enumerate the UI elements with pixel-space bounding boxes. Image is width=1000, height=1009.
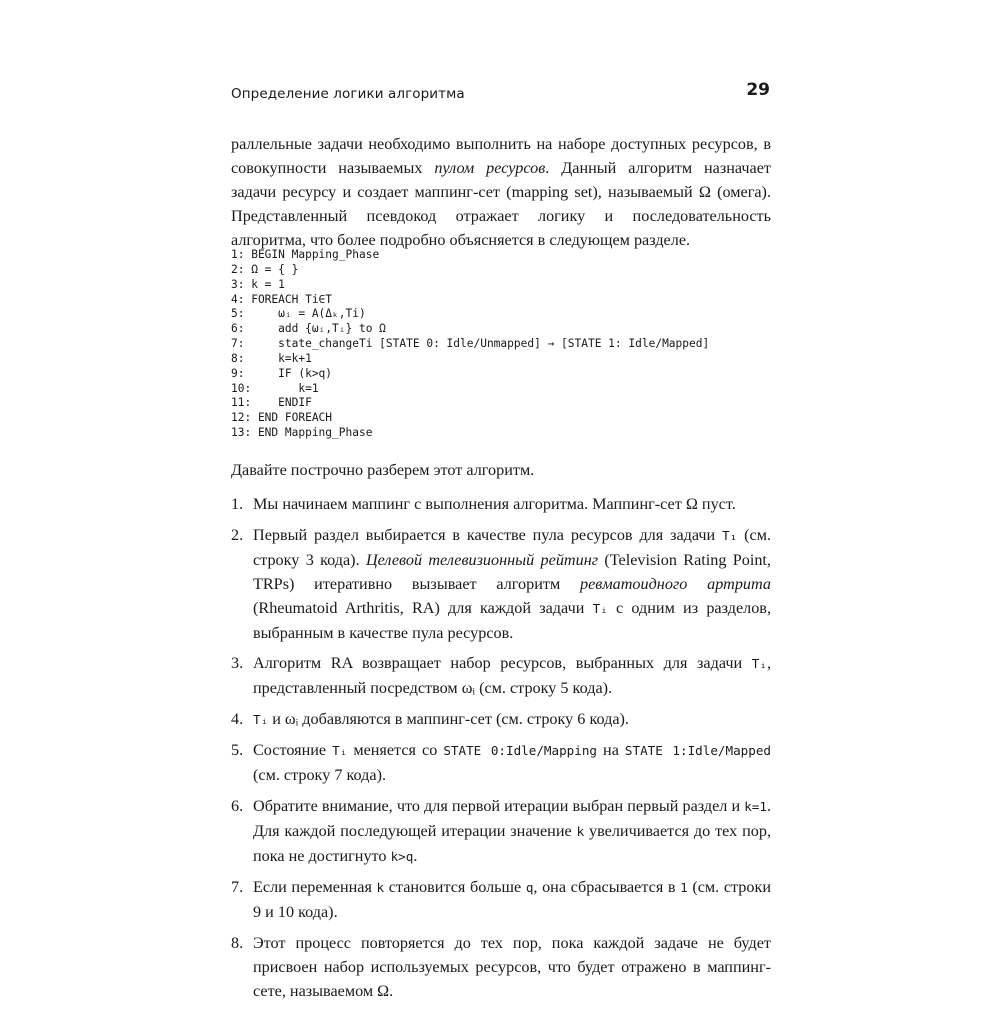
inline-code: Tᵢ — [332, 743, 348, 758]
list-item — [231, 492, 771, 516]
step-text: . — [413, 846, 418, 865]
step-text: (Rheumatoid Arthritis, RA) для каждой задачи — [253, 598, 593, 617]
step-text: на — [596, 741, 625, 759]
inline-code: k>q — [390, 848, 414, 864]
inline-code: T₁ — [722, 527, 738, 543]
list-item — [231, 794, 771, 869]
list-item — [231, 875, 771, 924]
step-text: . Для каждой последующей итерации значение — [253, 796, 771, 840]
inline-code: k — [576, 823, 585, 839]
step-text: становится больше — [384, 878, 526, 896]
page-number: 29 — [746, 80, 770, 100]
inline-code: Tᵢ — [253, 711, 269, 727]
code-line: 1: BEGIN Mapping_Phase — [231, 248, 380, 261]
step-text: Алгоритм RA возвращает набор ресурсов, выбранных для задачи — [253, 654, 752, 672]
intro-sentence: Давайте построчно разберем этот алгоритм. — [231, 461, 535, 479]
paragraph-1-part-1: раллельные задачи необходимо выполнить на наборе доступных ресурсов, в совокупности называемых — [231, 135, 771, 177]
step-text: , она сбрасывается в — [533, 878, 681, 896]
step-text: Обратите внимание, что для первой итерации выбран первый раздел и — [253, 796, 745, 815]
inline-code: STATE 0:Idle/Mapping — [443, 743, 597, 758]
list-number: 8. — [231, 933, 244, 952]
code-line: 12: END FOREACH — [231, 411, 333, 425]
inline-code: q — [525, 880, 534, 895]
step-text: меняется со — [347, 741, 444, 759]
inline-code: STATE 1:Idle/Mapped — [624, 743, 771, 758]
pseudocode-block — [231, 248, 709, 441]
code-line: 10: k=1 — [231, 381, 319, 395]
list-number: 5. — [231, 741, 244, 759]
list-item — [231, 931, 771, 1003]
list-number: 1. — [231, 495, 244, 513]
step-text: Если переменная — [253, 878, 377, 896]
paragraph-1 — [231, 132, 771, 252]
step-text: Состояние — [253, 741, 333, 759]
running-header: Определение логики алгоритма — [231, 86, 465, 102]
code-line: 6: add {ωᵢ,Tᵢ} to Ω — [231, 322, 386, 336]
code-line: 2: Ω = { } — [231, 262, 299, 276]
step-text: увеличивается до тех пор, пока не достигнуто — [253, 821, 771, 865]
list-item — [231, 651, 771, 700]
step-text: (см. строки 9 и 10 кода). — [253, 878, 771, 921]
inline-code: 1 — [680, 880, 688, 895]
step-text: (см. строку 3 кода). — [253, 525, 771, 569]
step-emphasis: ревматоидного артрита — [580, 574, 771, 593]
paragraph-1-emphasis: пулом ресурсов — [434, 159, 546, 177]
step-text: (Television Rating Point, TRPs) итеративно вызывает алгоритм — [253, 550, 771, 593]
list-number: 7. — [231, 878, 244, 896]
list-number: 2. — [231, 525, 244, 544]
inline-code: Tᵢ — [592, 600, 608, 616]
step-text: , представленный посредством ωᵢ (см. строку 5 кода). — [253, 654, 771, 697]
step-text: Мы начинаем маппинг с выполнения алгоритма. Маппинг-сет Ω пуст. — [253, 495, 736, 513]
step-text: с одним из разделов, выбранным в качестве пула ресурсов. — [253, 598, 771, 642]
code-line: 4: FOREACH Ti∈T — [231, 292, 333, 306]
list-number: 3. — [231, 654, 244, 672]
code-line: 5: ωᵢ = A(Δₖ,Ti) — [231, 307, 366, 321]
list-item — [231, 738, 771, 787]
code-line: 9: IF (k>q) — [231, 366, 333, 380]
list-item — [231, 523, 771, 645]
code-line: 7: state_changeTi [STATE 0: Idle/Unmapped] → [STATE 1: Idle/Mapped] — [231, 337, 710, 351]
step-text: (см. строку 7 кода). — [253, 766, 387, 784]
step-text: и ωᵢ добавляются в маппинг-сет (см. строку 6 кода). — [268, 709, 629, 728]
step-text: Первый раздел выбирается в качестве пула ресурсов для задачи — [253, 525, 723, 544]
list-number: 6. — [231, 796, 244, 815]
code-line: 13: END Mapping_Phase — [231, 426, 373, 440]
inline-code: k=1 — [744, 798, 767, 814]
list-item — [231, 707, 771, 732]
inline-code: k — [376, 880, 385, 895]
code-line: 8: k=k+1 — [231, 351, 312, 365]
inline-code: Tᵢ — [751, 656, 767, 671]
step-emphasis: Целевой телевизионный рейтинг — [365, 550, 599, 569]
step-text: Этот процесс повторяется до тех пор, пока каждой задаче не будет присвоен набор используемых ресурсов, что будет отражено в маппинг-сете, называемом Ω. — [253, 933, 771, 1000]
steps-list — [231, 492, 771, 1009]
code-line: 3: k = 1 — [231, 277, 285, 291]
list-number: 4. — [231, 709, 244, 728]
paragraph-1-part-2: . Данный алгоритм назначает задачи ресурсу и создает маппинг-сет (mapping set), называемый Ω (омега). Представленный псевдокод отражает логику и последовательность алгоритма, что более подробно объясняется в следующем разделе. — [231, 159, 771, 249]
code-line: 11: ENDIF — [231, 396, 312, 410]
